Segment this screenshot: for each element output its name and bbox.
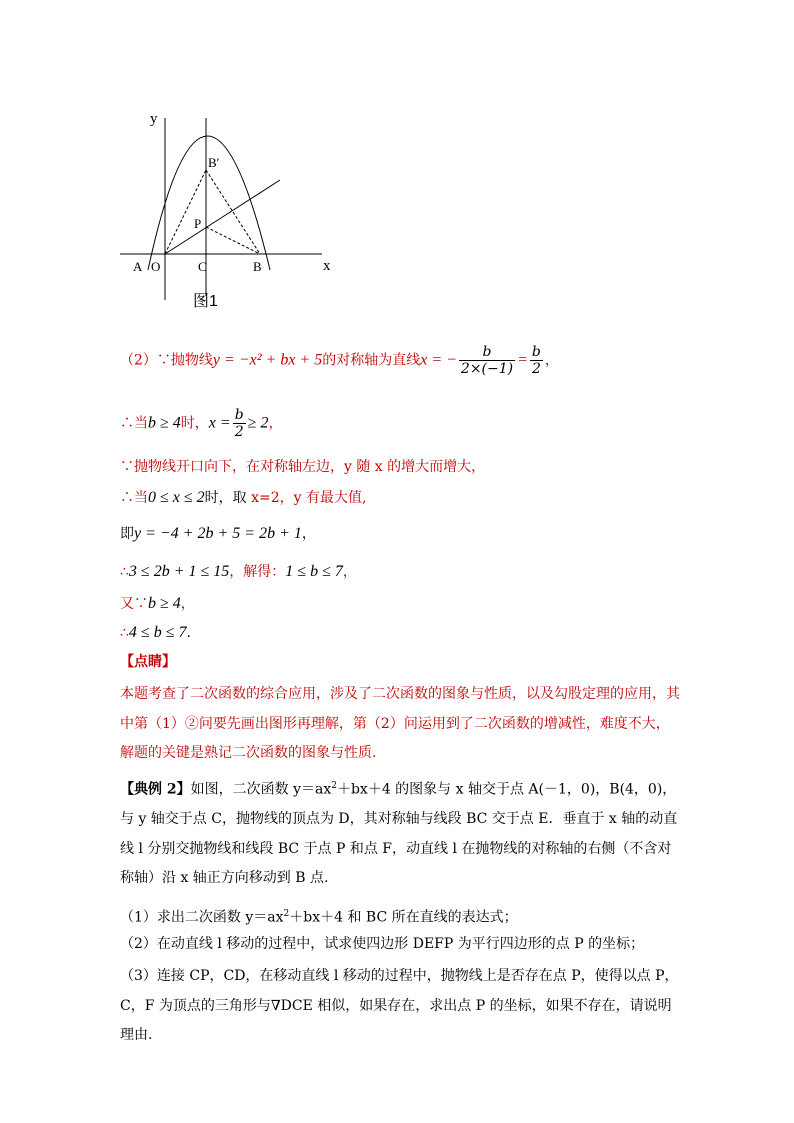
segment-pb (206, 227, 260, 254)
label-b-prime: B′ (208, 155, 220, 170)
figure-caption: 图1 (193, 293, 218, 310)
solution-line-3: ∵抛物线开口向下，在对称轴左边，y 随 x 的增大而增大， (120, 459, 486, 475)
text: （2）∵抛物线 (120, 352, 213, 369)
segment-b-prime-b (206, 170, 260, 254)
equation: y = −x² + bx + 5 (212, 351, 323, 369)
solution-line-5: 即y = −4 + 2b + 5 = 2b + 1， (120, 525, 316, 542)
example-intro: 【典例 2】如图，二次函数 $y=ax^2+bx+4$ 的图象与 x 轴交于点 A(－1，0)，B(4，0)，与 y 轴交于点 C，抛物线的顶点为 D，其对称轴与线段 BC 交于点 E．垂直于 x 轴的动直线 l 分别交抛物线和线段 BC 于点 P 和点 F，动直线 l 在抛物线的对称轴的右侧（不含对称轴）沿 x 轴正方向移动到 B 点. (120, 781, 678, 887)
label-x: x (323, 258, 331, 274)
solution-line-7: 又∵b ≥ 4， (120, 595, 195, 612)
label-c: C (198, 259, 207, 274)
label-y: y (150, 111, 158, 127)
solution-line-2: ∴当b ≥ 4时，x = $\frac{b}{2}$ ≥ 2， (120, 407, 283, 440)
solution-line-4: ∴当0 ≤ x ≤ 2时，取 x=2，y 有最大值, (120, 489, 367, 506)
text: 的对称轴为直线 (322, 352, 421, 369)
solution-line-6: ∴3 ≤ 2b + 1 ≤ 15，解得：1 ≤ b ≤ 7， (120, 563, 357, 580)
text: ， (544, 352, 559, 369)
equals: = (517, 351, 528, 369)
fraction: $\frac{b}{2}$ (234, 407, 244, 440)
label-o: O (151, 259, 161, 274)
example-tag: 【典例 2】 (120, 781, 191, 798)
label-p: P (194, 216, 202, 231)
comment-heading: 【点睛】 (120, 654, 176, 670)
fraction: $\frac{b}{2}$ (531, 344, 541, 377)
question-2: （2）在动直线 l 移动的过程中，试求使四边形 DEFP 为平行四边形的点 P 的坐标； (120, 936, 645, 952)
label-b: B (253, 259, 262, 274)
solution-line-1 (120, 344, 559, 377)
comment-body: 本题考查了二次函数的综合应用，涉及了二次函数的图象与性质，以及勾股定理的应用，其中第（1）②问要先画出图形再理解，第（2）问运用到了二次函数的增减性，难度不大，解题的关键是熟记二次函数的图象与性质. (120, 686, 680, 761)
figure-1 (112, 100, 352, 350)
solution-line-8: ∴4 ≤ b ≤ 7. (120, 624, 191, 641)
question-1: （1）求出二次函数 $y=ax^2+bx+4$ 和 BC 所在直线的表达式； (120, 909, 518, 926)
parabola-diagram (112, 100, 352, 300)
fraction: $\frac{b}{2\times(-1)}$ (460, 344, 514, 377)
equation: x = − (420, 351, 457, 369)
label-a: A (133, 259, 143, 274)
question-3: （3）连接 CP，CD，在移动直线 l 移动的过程中，抛物线上是否存在点 P，使得以点 P，C，F 为顶点的三角形与∇DCE 相似，如果存在，求出点 P 的坐标，如果不存在，请说明理由. (120, 968, 679, 1043)
